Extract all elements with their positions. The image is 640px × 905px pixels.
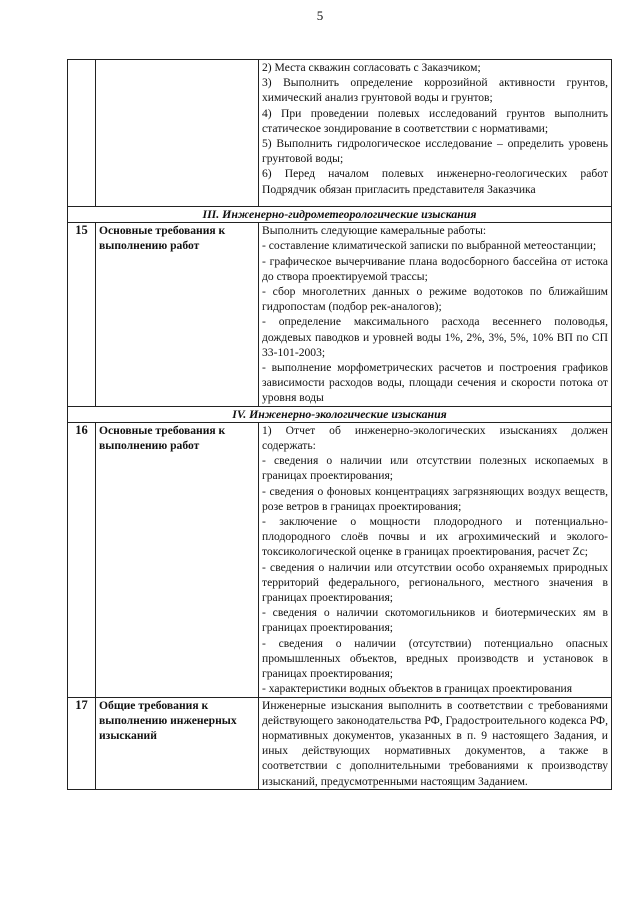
body-line: 4) При проведении полевых исследований грунтов выполнить статическое зондирование в соответствии с нормативами;	[262, 106, 608, 135]
body-line: - сведения о наличии или отсутствии особо охраняемых природных территорий федерального, регионального, местного значения в границах проектирования;	[262, 560, 608, 605]
row-body	[259, 422, 612, 697]
row-body	[259, 223, 612, 406]
body-line: - выполнение морфометрических расчетов и построения графиков зависимости расходов воды, площади сечения и скорости потока от уровня воды	[262, 361, 608, 405]
body-line: - заключение о мощности плодородного и потенциально-плодородного слоёв почвы и их агрохимический и эколого-токсикологической оценке в границах проектирования, расчет Zc;	[262, 515, 608, 559]
body-line: 6) Перед началом полевых инженерно-геологических работ Подрядчик обязан пригласить представителя Заказчика	[262, 167, 608, 196]
body-line: 2) Места скважин согласовать с Заказчиком;	[262, 61, 481, 74]
requirements-table	[67, 59, 612, 790]
section-heading: III. Инженерно-гидрометеорологические изыскания	[68, 207, 612, 223]
body-line: - сведения о наличии или отсутствии полезных ископаемых в границах проектирования;	[262, 454, 608, 483]
section-heading-row	[68, 207, 612, 223]
body-line: 5) Выполнить гидрологическое исследование – определить уровень грунтовой воды;	[262, 137, 608, 166]
section-heading: IV. Инженерно-экологические изыскания	[68, 406, 612, 422]
row-title: Общие требования к выполнению инженерных изысканий	[96, 697, 259, 789]
table-row	[68, 60, 612, 207]
body-line: - сбор многолетних данных о режиме водотоков по ближайшим гидропостам (подбор рек-аналогов);	[262, 285, 608, 314]
row-title	[96, 60, 259, 207]
row-title: Основные требования к выполнению работ	[96, 223, 259, 406]
body-line: 3) Выполнить определение коррозийной активности грунтов, химический анализ грунтовой воды и грунтов;	[262, 76, 608, 105]
row-number: 17	[68, 697, 96, 789]
row-body: Инженерные изыскания выполнить в соответствии с требованиями действующего законодательства РФ, Градостроительного кодекса РФ, нормативных документов, указанных в п. 9 настоящего Задания, и иных действующих нормативных документов, а также в соответствии с дополнительными требованиями к производству изысканий, предусмотренными настоящим Заданием.	[259, 697, 612, 789]
body-line: 1) Отчет об инженерно-экологических изысканиях должен содержать:	[262, 423, 608, 453]
section-heading-row	[68, 406, 612, 422]
page-number: 5	[316, 8, 324, 23]
body-line: - графическое вычерчивание плана водосборного бассейна от истока до створа проектируемой трассы;	[262, 254, 608, 283]
body-line: - сведения о наличии (отсутствии) потенциально опасных промышленных объектов, вредных производств и установок в границах проектирования;	[262, 636, 608, 681]
table-row	[68, 422, 612, 697]
row-title: Основные требования к выполнению работ	[96, 422, 259, 697]
row-number	[68, 60, 96, 207]
row-number: 16	[68, 422, 96, 697]
body-line: - сведения о наличии скотомогильников и биотермических ям в границах проектирования;	[262, 606, 608, 635]
body-line: - определение максимального расхода весеннего половодья, дождевых паводков и уровней воды 1%, 2%, 3%, 5%, 10% ВП по СП 33-101-2003;	[262, 315, 608, 359]
body-line: - сведения о фоновых концентрациях загрязняющих воздух веществ, розе ветров в границах проектирования;	[262, 484, 608, 513]
row-number: 15	[68, 223, 96, 406]
table-row	[68, 697, 612, 789]
body-line: Выполнить следующие камеральные работы:	[262, 224, 487, 238]
body-line: - характеристики водных объектов в границах проектирования	[262, 682, 573, 696]
body-line: - составление климатической записки по выбранной метеостанции;	[262, 239, 597, 253]
row-body-continuation	[259, 60, 612, 207]
table-row	[68, 223, 612, 406]
